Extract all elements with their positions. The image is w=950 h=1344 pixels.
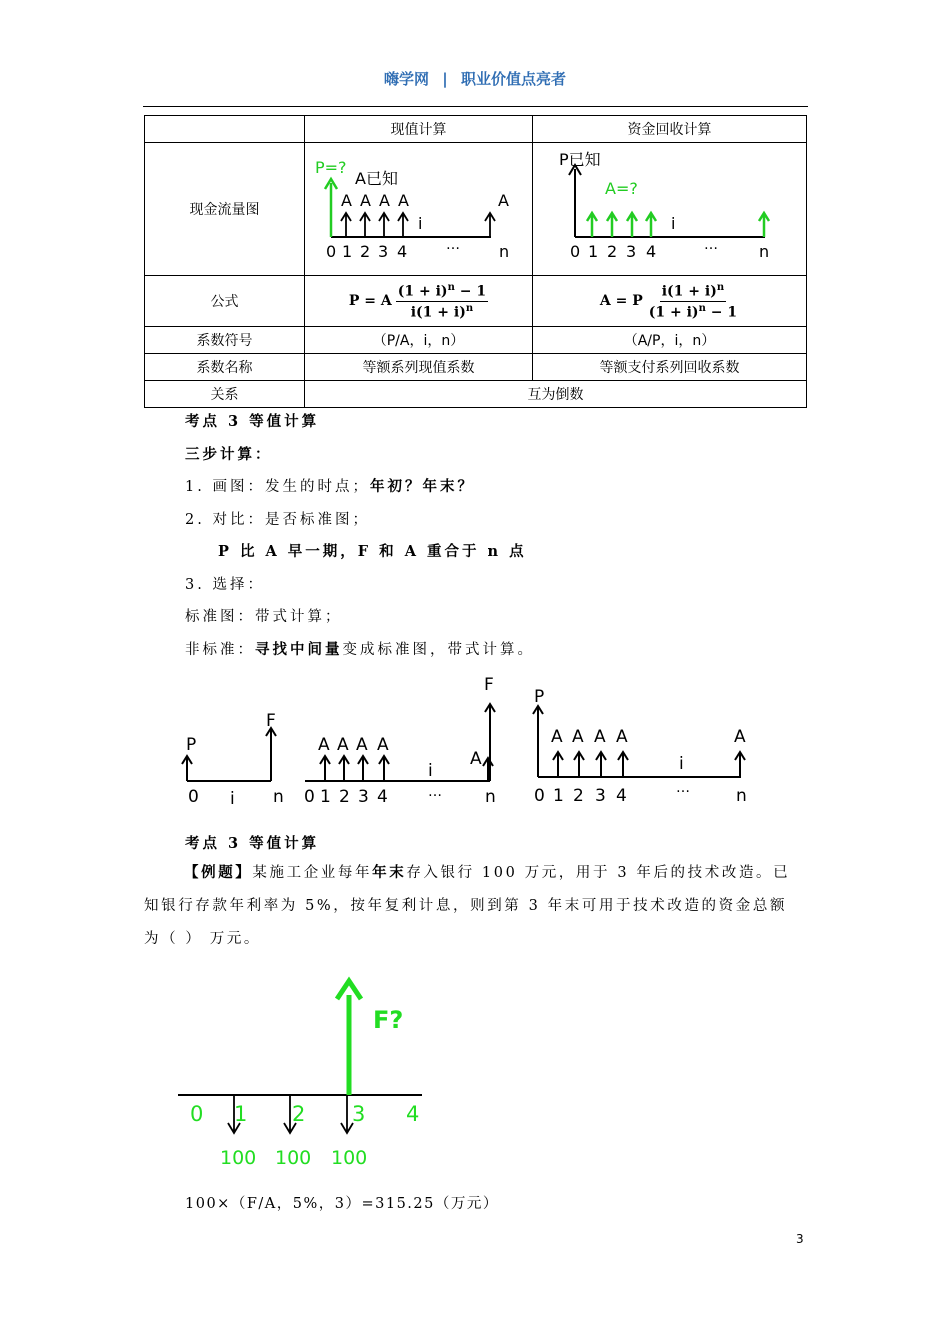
example-amount-2: 100 <box>275 1147 312 1169</box>
header-separator: | <box>442 70 448 88</box>
cr-arrow-4 <box>646 213 656 237</box>
d2-arrow-3 <box>358 756 368 781</box>
d3-a4: A <box>616 727 628 747</box>
d3-arrow-4 <box>618 752 628 777</box>
formula-cr-num-sup: n <box>716 281 725 293</box>
d3-tick-2: 2 <box>573 786 584 806</box>
cr-tick-0: 0 <box>570 242 581 261</box>
step2: 2. 对比：是否标准图； <box>185 512 370 528</box>
brand-slogan: 职业价值点亮者 <box>460 70 566 88</box>
steps-title: 三步计算： <box>185 446 273 463</box>
comparison-table <box>144 115 807 408</box>
d1-zero: 0 <box>188 787 199 807</box>
pv-tick-1: 1 <box>342 242 353 261</box>
step1-emphasis: 年初？年末？ <box>369 478 475 495</box>
nonstd-suffix: 变成标准图，带式计算。 <box>342 642 535 658</box>
pv-diagram-svg <box>305 143 531 271</box>
pv-arrow-1 <box>341 213 351 237</box>
standard-note: 标准图：带式计算； <box>185 609 343 625</box>
d2-a4: A <box>377 735 389 755</box>
formula-pv-den-sup: n <box>465 302 474 314</box>
row-label-name: 系数名称 <box>145 354 305 381</box>
example-tick-1: 1 <box>234 1102 248 1126</box>
pv-arrow-4 <box>398 213 408 237</box>
d2-tick-2: 2 <box>339 787 350 807</box>
d2-n: n <box>485 787 496 807</box>
symbol-cr: （A/P，i，n） <box>532 327 806 354</box>
d2-an: A <box>470 749 482 769</box>
diagram-p-a <box>533 687 747 806</box>
cr-a-arrows <box>587 213 769 237</box>
step1-text: 1. 画图：发生的时点； <box>185 479 370 495</box>
row-label-symbol: 系数符号 <box>145 327 305 354</box>
cash-flow-diagram-pv <box>305 143 533 276</box>
d3-tick-0: 0 <box>534 786 545 806</box>
nonstd-emphasis: 寻找中间量 <box>255 641 343 658</box>
row-label-formula: 公式 <box>145 276 305 327</box>
example-diagram <box>170 975 440 1175</box>
d2-f-arrow <box>485 704 495 781</box>
formula-pv-num-sup: n <box>447 281 455 293</box>
step2-note: P 比 A 早一期，F 和 A 重合于 n 点 <box>218 543 527 560</box>
d2-a3: A <box>356 735 368 755</box>
relation-value: 互为倒数 <box>305 381 807 408</box>
three-diagrams <box>170 668 780 813</box>
pv-a4: A <box>398 191 410 210</box>
formula-pv-den: i(1 + i) <box>410 304 466 321</box>
d2-tick-3: 3 <box>358 787 369 807</box>
example-tick-0: 0 <box>190 1102 204 1126</box>
example-tick-4: 4 <box>406 1102 420 1126</box>
pv-a2: A <box>360 191 372 210</box>
nonstd-prefix: 非标准： <box>185 642 255 658</box>
table-corner-cell <box>145 116 305 143</box>
pv-a1: A <box>341 191 353 210</box>
d3-arrow-1 <box>553 752 563 777</box>
col-header-capital-recovery: 资金回收计算 <box>532 116 806 143</box>
example-text-a: 某施工企业每年 <box>252 865 373 881</box>
example-emphasis: 年末 <box>372 864 407 881</box>
d2-arrow-1 <box>320 756 330 781</box>
row-label-cash-flow: 现金流量图 <box>145 143 305 276</box>
d3-a2: A <box>572 727 584 747</box>
d2-arrow-4 <box>379 756 389 781</box>
nonstandard-note <box>185 638 535 659</box>
d1-f-arrow <box>266 728 276 781</box>
section1-title: 考点 3 等值计算 <box>185 413 320 430</box>
d2-a2: A <box>337 735 349 755</box>
pv-a3: A <box>379 191 391 210</box>
d2-f-label: F <box>484 675 494 695</box>
d2-arrow-n <box>483 758 493 781</box>
d3-a3: A <box>594 727 606 747</box>
cr-arrow-3 <box>627 213 637 237</box>
example-amount-3: 100 <box>331 1147 368 1169</box>
formula-pv-num: (1 + i) <box>397 283 448 300</box>
cr-p-known-label: P已知 <box>559 150 602 169</box>
d3-tick-1: 1 <box>553 786 564 806</box>
d3-p-label: P <box>534 687 545 707</box>
d3-i: i <box>679 754 684 774</box>
d1-f-label: F <box>266 711 276 731</box>
d3-tick-4: 4 <box>616 786 627 806</box>
formula-pv-num-tail: − 1 <box>454 283 487 300</box>
section2-title: 考点 3 等值计算 <box>185 835 320 852</box>
d1-p-label: P <box>186 735 197 755</box>
cr-arrow-n <box>759 213 769 237</box>
step1 <box>185 475 475 496</box>
formula-cr <box>532 276 806 327</box>
d3-an: A <box>734 727 746 747</box>
brand-name: 嗨学网 <box>384 70 430 88</box>
pv-i-label: i <box>418 214 423 233</box>
header-rule <box>143 106 808 107</box>
cr-tick-1: 1 <box>588 242 599 261</box>
step3: 3. 选择： <box>185 577 265 593</box>
d3-dots: … <box>676 780 690 796</box>
example-bracket: 【例题】 <box>184 864 253 881</box>
pv-dots: … <box>446 237 461 253</box>
pv-n-label: n <box>499 242 510 261</box>
d3-arrow-2 <box>574 752 584 777</box>
example-tick-3: 3 <box>352 1102 366 1126</box>
d1-n: n <box>273 787 284 807</box>
pv-an: A <box>498 191 510 210</box>
d2-i: i <box>428 761 433 781</box>
cr-arrow-1 <box>587 213 597 237</box>
pv-tick-2: 2 <box>360 242 371 261</box>
diagram-a-f <box>304 675 496 807</box>
cr-tick-2: 2 <box>607 242 618 261</box>
d1-i: i <box>230 789 235 809</box>
name-cr: 等额支付系列回收系数 <box>532 354 806 381</box>
symbol-pv: （P/A，i，n） <box>305 327 533 354</box>
pv-arrow-n <box>485 213 495 237</box>
name-pv: 等额系列现值系数 <box>305 354 533 381</box>
cr-diagram-svg <box>533 143 805 271</box>
example-f-label: F? <box>373 1006 404 1034</box>
d1-p-arrow <box>182 756 192 781</box>
pv-arrow-3 <box>379 213 389 237</box>
pv-tick-4: 4 <box>397 242 408 261</box>
cr-p-arrow <box>569 165 581 237</box>
example-tick-2: 2 <box>292 1102 306 1126</box>
pv-arrow-2 <box>360 213 370 237</box>
formula-cr-den-sup: n <box>698 302 706 314</box>
cr-tick-3: 3 <box>626 242 637 261</box>
cr-n-label: n <box>759 242 770 261</box>
d3-tick-3: 3 <box>595 786 606 806</box>
d3-arrows <box>533 706 745 777</box>
example-amount-1: 100 <box>220 1147 257 1169</box>
d2-tick-1: 1 <box>320 787 331 807</box>
formula-cr-lhs: A = P <box>599 293 643 309</box>
cr-tick-4: 4 <box>646 242 657 261</box>
formula-cr-den: (1 + i) <box>648 304 699 321</box>
pv-p-label: P=? <box>315 158 348 177</box>
col-header-present-value: 现值计算 <box>305 116 533 143</box>
answer-line: 100×（F/A，5%，3）=315.25（万元） <box>185 1196 499 1212</box>
formula-cr-num: i(1 + i) <box>661 283 717 300</box>
d3-arrow-n <box>735 752 745 777</box>
d2-dots: … <box>428 784 442 800</box>
d3-n: n <box>736 786 747 806</box>
d3-p-arrow <box>533 706 543 777</box>
formula-pv-lhs: P = A <box>348 293 392 309</box>
page-number: 3 <box>796 1232 804 1246</box>
d2-tick-0: 0 <box>304 787 315 807</box>
d3-arrow-3 <box>596 752 606 777</box>
d3-a1: A <box>551 727 563 747</box>
example-text-c: 存入银行 100 万元，用于 3 年后的技术改造。已知银行存款年利率为 5%，按年复利计息，则到第 3 年末可用于技术改造的资金总额为（ ） 万元。 <box>144 865 791 947</box>
cr-a-label: A=? <box>605 179 639 198</box>
example-paragraph <box>144 856 804 956</box>
d2-a1: A <box>318 735 330 755</box>
formula-cr-den-tail: − 1 <box>705 304 738 321</box>
pv-a-known-label: A已知 <box>355 169 399 188</box>
pv-tick-3: 3 <box>378 242 389 261</box>
diagram-p-f <box>182 711 284 809</box>
pv-tick-0: 0 <box>326 242 337 261</box>
cash-flow-diagram-cr <box>532 143 806 276</box>
page-header <box>0 68 950 89</box>
d2-tick-4: 4 <box>377 787 388 807</box>
cr-dots: … <box>704 237 719 253</box>
row-label-relation: 关系 <box>145 381 305 408</box>
formula-pv <box>305 276 533 327</box>
cr-i-label: i <box>671 214 676 233</box>
cr-arrow-2 <box>607 213 617 237</box>
d2-arrow-2 <box>339 756 349 781</box>
